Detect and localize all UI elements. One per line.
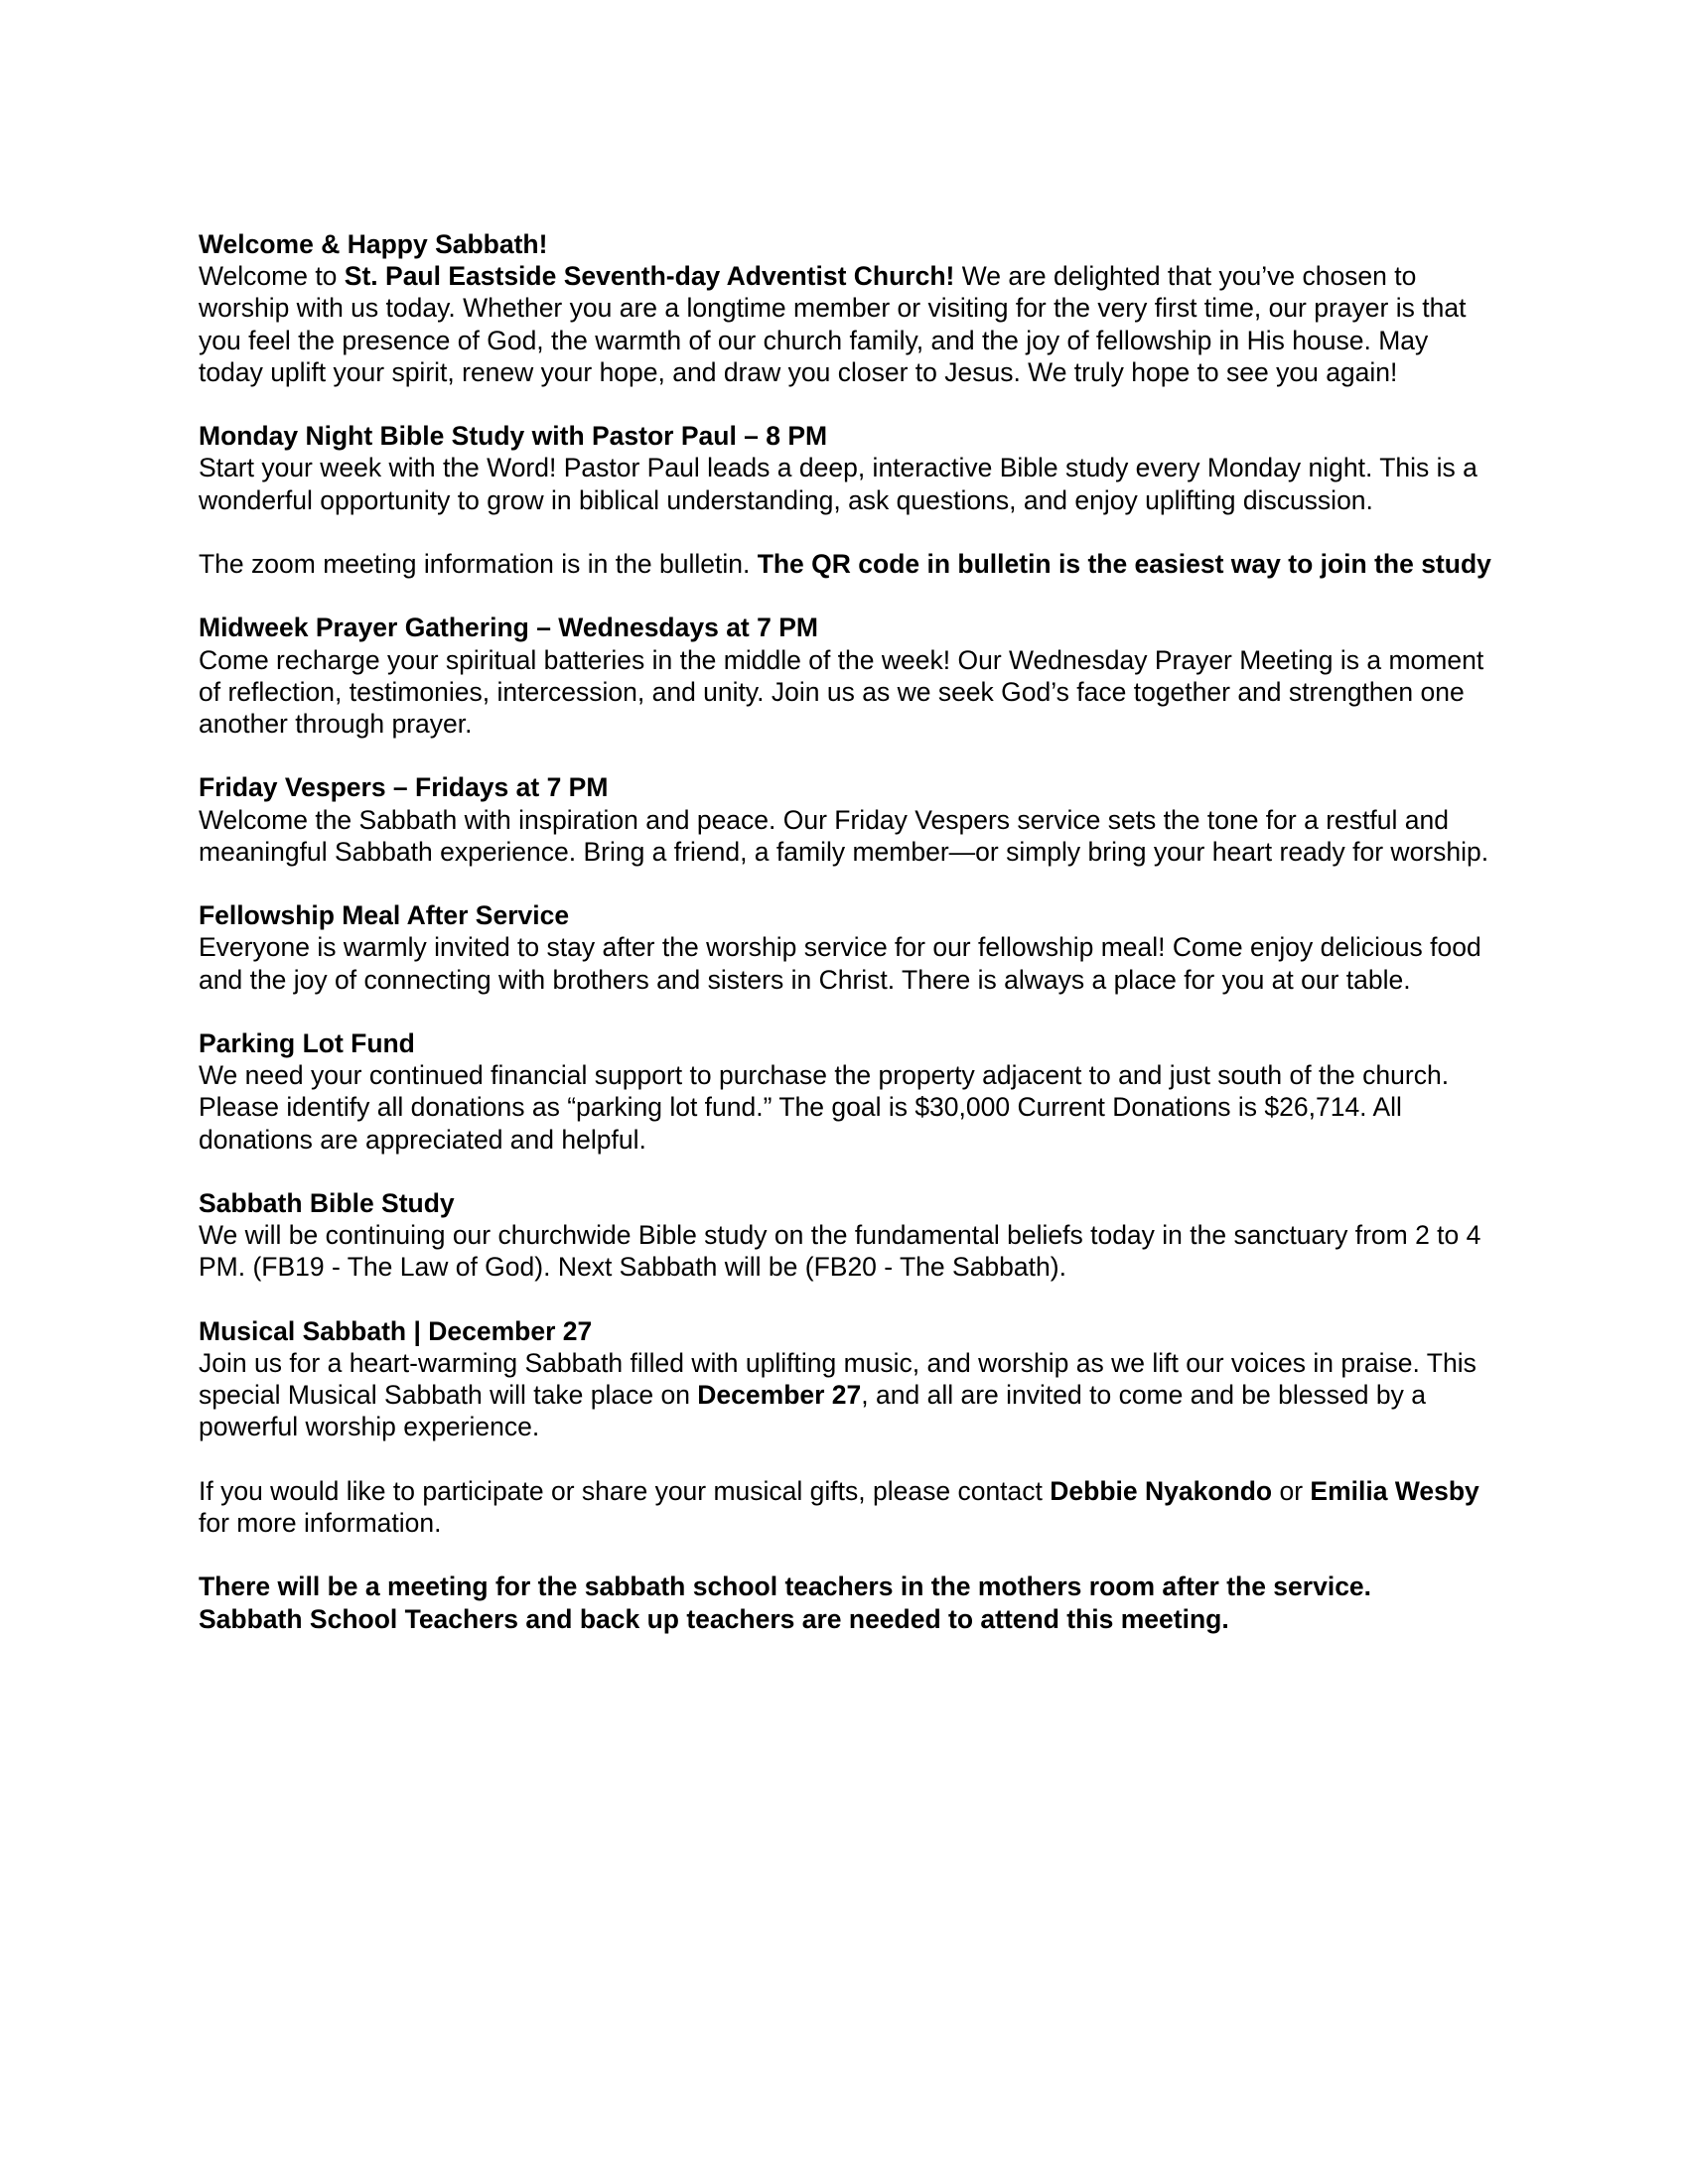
teachers-attendance-notice: Sabbath School Teachers and back up teachers are needed to attend this meeting. bbox=[199, 1603, 1229, 1634]
zoom-info-text bbox=[199, 548, 1499, 580]
musical-text-post: , and all are invited to come and be blessed by a powerful worship experience. bbox=[199, 1380, 1426, 1442]
musical-text-pre: Join us for a heart-warming Sabbath filled with uplifting music, and worship as we lift our voices in praise. This special Musical Sabbath will take place on bbox=[199, 1347, 1477, 1411]
midweek-prayer-section bbox=[199, 612, 1499, 740]
parking-fund-section bbox=[199, 1027, 1499, 1156]
welcome-section bbox=[199, 228, 1499, 388]
teachers-meeting-notice: There will be a meeting for the sabbath school teachers in the mothers room after the service. bbox=[199, 1571, 1372, 1602]
bulletin-announcements bbox=[199, 228, 1499, 1635]
monday-study-text: Start your week with the Word! Pastor Paul leads a deep, interactive Bible study every Monday night. This is a wonderful opportunity to grow in biblical understanding, ask questions, and enjoy uplifting discussion. bbox=[199, 453, 1477, 515]
midweek-prayer-text: Come recharge your spiritual batteries in the middle of the week! Our Wednesday Prayer Meeting is a moment of reflection, testimonies, intercession, and unity. Join us as we seek God’s face together and strengthen one another through prayer. bbox=[199, 644, 1484, 739]
fellowship-meal-section bbox=[199, 899, 1499, 996]
church-name: St. Paul Eastside Seventh-day Adventist Church! bbox=[344, 261, 955, 292]
welcome-text bbox=[199, 260, 1499, 388]
contact-name-emilia: Emilia Wesby bbox=[1310, 1475, 1479, 1506]
qr-code-note: The QR code in bulletin is the easiest way to join the study bbox=[757, 549, 1491, 579]
contact-name-debbie: Debbie Nyakondo bbox=[1050, 1475, 1273, 1506]
sabbath-study-text: We will be continuing our churchwide Bible study on the fundamental beliefs today in the sanctuary from 2 to 4 PM. (FB19 - The Law of God). Next Sabbath will be (FB20 - The Sabbath). bbox=[199, 1220, 1481, 1283]
sabbath-study-heading: Sabbath Bible Study bbox=[199, 1187, 455, 1218]
contact-text-post: for more information. bbox=[199, 1507, 442, 1538]
zoom-info-section bbox=[199, 548, 1499, 580]
zoom-info-pre: The zoom meeting information is in the bulletin. bbox=[199, 549, 758, 579]
welcome-text-post: We are delighted that you’ve chosen to worship with us today. Whether you are a longtime member or visiting for the very first time, our prayer is that you feel the presence of God, the warmth of our church family, and the joy of fellowship in His house. May today uplift your spirit, renew your hope, and draw you closer to Jesus. We truly hope to see you again! bbox=[199, 261, 1467, 387]
fellowship-meal-text: Everyone is warmly invited to stay after the worship service for our fellowship meal! Come enjoy delicious food and the joy of connecting with brothers and sisters in Christ. There is always a place for you at our table. bbox=[199, 932, 1481, 995]
welcome-text-pre: Welcome to bbox=[199, 261, 345, 292]
teachers-meeting-line1 bbox=[199, 1570, 1499, 1602]
teachers-meeting-section bbox=[199, 1570, 1499, 1634]
musical-contact-section bbox=[199, 1475, 1499, 1539]
friday-vespers-text: Welcome the Sabbath with inspiration and peace. Our Friday Vespers service sets the tone for a restful and meaningful Sabbath experience. Bring a friend, a family member—or simply bring your heart ready for worship. bbox=[199, 804, 1489, 867]
welcome-heading: Welcome & Happy Sabbath! bbox=[199, 229, 548, 259]
contact-text-pre: If you would like to participate or share your musical gifts, please contact bbox=[199, 1475, 1051, 1506]
teachers-meeting-line2 bbox=[199, 1603, 1499, 1635]
musical-sabbath-heading: Musical Sabbath | December 27 bbox=[199, 1315, 593, 1346]
parking-fund-text: We need your continued financial support to purchase the property adjacent to and just south of the church. Please identify all donations as “parking lot fund.” The goal is $30,000 Current Donations is $26,714. All donations are appreciated and helpful. bbox=[199, 1060, 1450, 1155]
friday-vespers-section bbox=[199, 771, 1499, 868]
musical-contact-text bbox=[199, 1475, 1499, 1539]
midweek-prayer-heading: Midweek Prayer Gathering – Wednesdays at 7 PM bbox=[199, 613, 818, 643]
friday-vespers-heading: Friday Vespers – Fridays at 7 PM bbox=[199, 772, 609, 803]
monday-study-heading: Monday Night Bible Study with Pastor Paul – 8 PM bbox=[199, 421, 828, 452]
contact-text-or: or bbox=[1272, 1475, 1311, 1506]
parking-fund-heading: Parking Lot Fund bbox=[199, 1027, 415, 1058]
sabbath-study-section bbox=[199, 1187, 1499, 1284]
fellowship-meal-heading: Fellowship Meal After Service bbox=[199, 900, 570, 931]
musical-sabbath-section bbox=[199, 1315, 1499, 1443]
musical-date: December 27 bbox=[697, 1380, 862, 1411]
musical-sabbath-text bbox=[199, 1347, 1499, 1443]
monday-study-section bbox=[199, 420, 1499, 516]
